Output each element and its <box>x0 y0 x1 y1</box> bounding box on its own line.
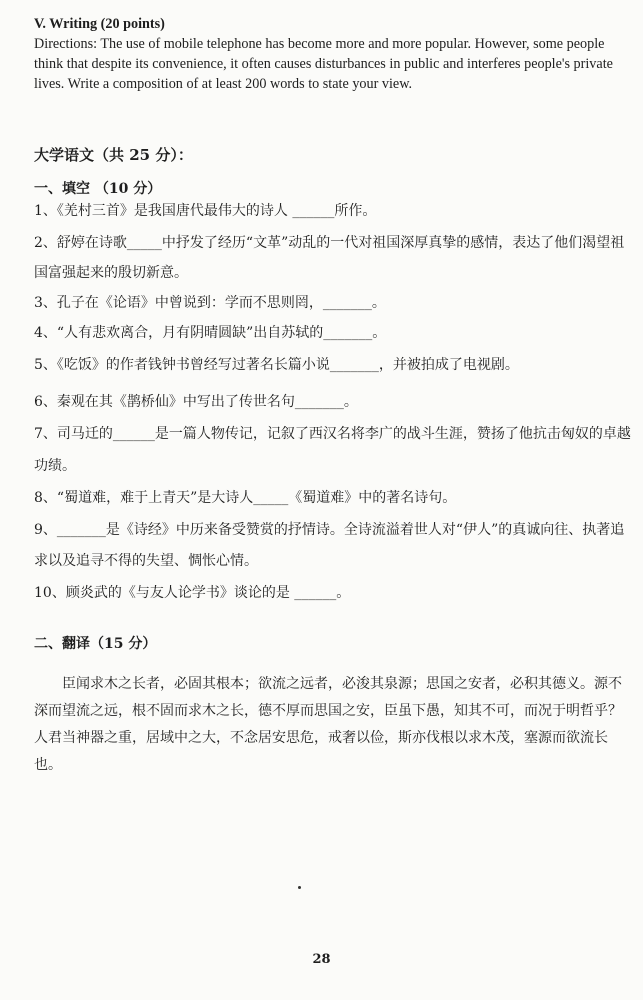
fill-item-10: 10、顾炎武的《与友人论学书》谈论的是 ______。 <box>34 585 351 601</box>
fill-item-4: 4、“人有悲欢离合，月有阴晴圆缺”出自苏轼的_______。 <box>34 325 387 341</box>
fill-item-8: 8、“蜀道难，难于上青天”是大诗人_____《蜀道难》中的著名诗句。 <box>34 490 457 506</box>
fill-item-6: 6、秦观在其《鹊桥仙》中写出了传世名句_______。 <box>34 394 358 410</box>
translation-heading: 二、翻译（15 分） <box>34 636 157 652</box>
fill-item-5: 5、《吃饭》的作者钱钟书曾经写过著名长篇小说_______，并被拍成了电视剧。 <box>34 357 519 373</box>
fill-item-2-cont: 国富强起来的殷切新意。 <box>34 265 188 281</box>
fill-item-7: 7、司马迁的______是一篇人物传记，记叙了西汉名将李广的战斗生涯，赞扬了他抗击匈奴的卓越 <box>34 426 631 442</box>
translation-passage: 臣闻求木之长者，必固其根本；欲流之远者，必浚其泉源；思国之安者，必积其德义。源不深而望流之远，根不固而求木之长，德不厚而思国之安，臣虽下愚，知其不可，而况于明哲乎？人君当神器之重，居域中之大，不念居安思危，戒奢以俭，斯亦伐根以求木茂，塞源而欲流长也。 <box>34 676 622 773</box>
fill-item-9-cont: 求以及追寻不得的失望、惆怅心情。 <box>34 553 258 569</box>
writing-heading: V. Writing (20 points) <box>34 16 165 32</box>
chinese-section-title: 大学语文（共 25 分）： <box>34 146 193 164</box>
fill-item-7-cont: 功绩。 <box>34 458 76 474</box>
page-speck <box>298 886 301 889</box>
fill-item-1: 1、《羌村三首》是我国唐代最伟大的诗人 ______所作。 <box>34 203 377 219</box>
fill-item-9: 9、_______是《诗经》中历来备受赞赏的抒情诗。全诗流溢着世人对“伊人”的真诚向往、执著追 <box>34 522 625 538</box>
fill-item-2: 2、舒婷在诗歌_____中抒发了经历“文革”动乱的一代对祖国深厚真挚的感情，表达了他们渴望祖 <box>34 235 625 251</box>
fill-blank-heading: 一、填空 （10 分） <box>34 181 162 197</box>
fill-item-3: 3、孔子在《论语》中曾说到：学而不思则罔，_______。 <box>34 295 386 311</box>
page-number: 28 <box>312 952 331 967</box>
writing-directions: Directions: The use of mobile telephone has become more and more popular. However, some people think that despite its convenience, it often causes disturbances in public and interferes people's private lives. Write a composition of at least 200 words to state your view. <box>34 36 613 92</box>
